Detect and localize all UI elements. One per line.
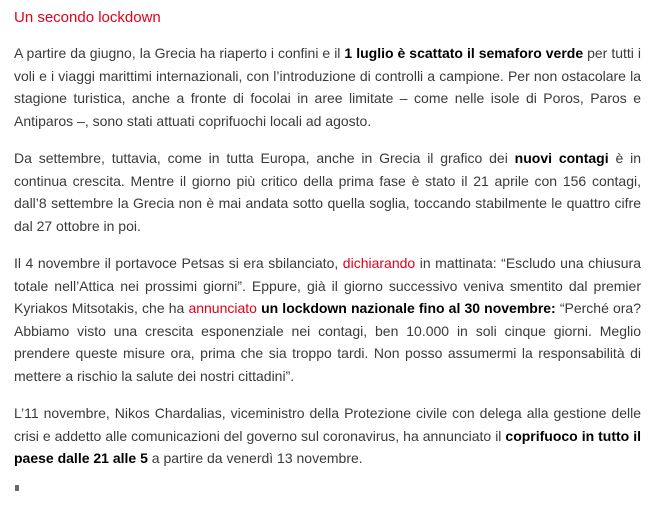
paragraph-new-cases: [14, 147, 641, 237]
text: per tutti i voli e i viaggi marittimi internazionali, con l’introduzione di controlli a campione. Per non ostacolare la stagione turistica, anche a fronte di focolai in aree limitate – come nelle isole di Poros, Paros e Antiparos –, sono stati attuati coprifuochi locali ad agosto.: [14, 45, 641, 129]
text: è in continua crescita. Mentre il giorno più critico della prima fase è stato il 21 aprile con 156 contagi, dall’8 settembre la Grecia non è mai andata sotto quella soglia, toccando stabilmente le quattro cifre dal 27 ottobre in poi.: [14, 150, 642, 234]
paragraph-curfew: [14, 402, 641, 470]
text: in mattinata: “Escludo una chiusura totale nell’Attica nei prossimi giorni”. Eppure, già il giorno successivo veniva smentito dal premier Kyriakos Mitsotakis, che ha: [14, 255, 641, 316]
section-heading: Un secondo lockdown: [14, 9, 161, 26]
paragraph-lockdown: [14, 252, 641, 387]
paragraph-end-marker: [15, 485, 19, 491]
text: “Perché ora? Abbiamo visto una crescita esponenziale nei contagi, ben 10.000 in soli cinque giorni. Meglio prendere queste misure ora, prima che sia troppo tardi. Non posso assumermi la responsabilità di mettere a rischio la salute dei nostri cittadini”.: [14, 300, 641, 384]
emphasis-national-lockdown: un lockdown nazionale fino al 30 novembre:: [261, 300, 556, 316]
text: a partire da venerdì 13 novembre.: [147, 450, 363, 466]
text: L’11 novembre, Nikos Chardalias, viceministro della Protezione civile con delega alla gestione delle crisi e addetto alle comunicazioni del governo sul coronavirus, ha annunciato il: [14, 405, 641, 444]
link-annunciato[interactable]: annunciato: [188, 300, 257, 316]
link-dichiarando[interactable]: dichiarando: [342, 255, 416, 271]
text: A partire da giugno, la Grecia ha riaperto i confini e il: [14, 45, 345, 61]
emphasis-curfew: coprifuoco in tutto il paese dalle 21 alle 5: [14, 427, 641, 466]
text: Da settembre, tuttavia, come in tutta Europa, anche in Grecia il grafico dei: [14, 150, 515, 166]
text: Il 4 novembre il portavoce Petsas si era sbilanciato,: [14, 255, 343, 271]
paragraph-reopening: [14, 42, 641, 132]
emphasis-green-light: 1 luglio è scattato il semaforo verde: [344, 45, 584, 61]
emphasis-new-cases: nuovi contagi: [514, 150, 609, 166]
